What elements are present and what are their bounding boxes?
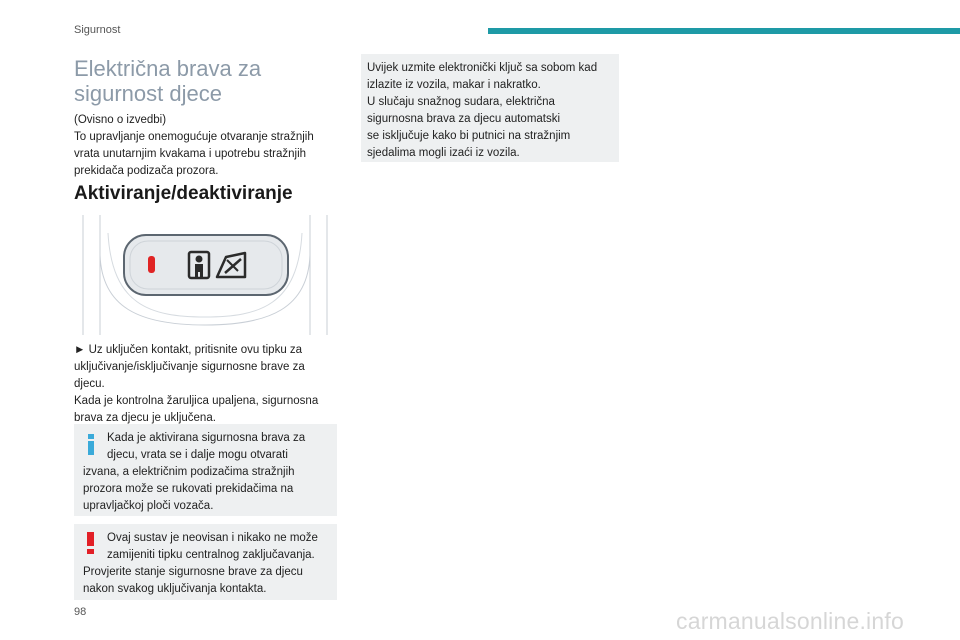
right-note-line-3: U slučaju snažnog sudara, električna (367, 96, 555, 108)
key-safety-note (361, 54, 619, 162)
intro-line-1: (Ovisno o izvedbi) (74, 114, 167, 126)
title-line-2: sigurnost djece (74, 81, 222, 106)
info-line-4: prozora može se rukovati prekidačima na (83, 483, 294, 495)
step-line-2: uključivanje/isključivanje sigurnosne brave za (74, 361, 305, 373)
page-number: 98 (74, 606, 87, 618)
info-line-1: Kada je aktivirana sigurnosna brava za (107, 432, 306, 444)
warning-icon (87, 532, 95, 554)
child-lock-switch-illustration (80, 213, 330, 335)
info-line-3: izvana, a električnim podizačima stražnjih (83, 466, 295, 478)
step-line-4: Kada je kontrolna žaruljica upaljena, sigurnosna (74, 395, 319, 407)
title-line-1: Električna brava za (74, 56, 262, 81)
header-accent-bar (488, 28, 960, 34)
indicator-lamp-icon (148, 256, 155, 273)
intro-line-3: vrata unutarnjim kvakama i upotrebu stražnjih (74, 148, 307, 160)
warning-line-3: Provjerite stanje sigurnosne brave za djecu (83, 566, 303, 578)
step-line-3: djecu. (74, 378, 105, 390)
section-subheading: Aktiviranje/deaktiviranje (74, 183, 293, 204)
warning-note (74, 524, 337, 600)
watermark: carmanualsonline.info (676, 608, 904, 634)
info-icon (88, 434, 94, 456)
right-note-line-5: se isključuje kako bi putnici na stražnjim (367, 130, 571, 142)
info-line-5: upravljačkoj ploči vozača. (83, 500, 214, 512)
right-note-line-6: sjedalima mogli izaći iz vozila. (367, 147, 520, 159)
info-line-2: djecu, vrata se i dalje mogu otvarati (107, 449, 288, 461)
info-note (74, 424, 337, 516)
warning-line-4: nakon svakog uključivanja kontakta. (83, 583, 267, 595)
intro-text (74, 112, 336, 180)
warning-line-1: Ovaj sustav je neovisan i nikako ne može (107, 532, 318, 544)
step-line-1: ► Uz uključen kontakt, pritisnite ovu tipku za (74, 344, 303, 356)
right-note-line-1: Uvijek uzmite elektronički ključ sa sobom kad (367, 62, 598, 74)
right-note-line-2: izlazite iz vozila, makar i nakratko. (367, 79, 541, 91)
page-title (74, 56, 336, 106)
step-line-5: brava za djecu je uključena. (74, 412, 216, 424)
right-note-line-4: sigurnosna brava za djecu automatski (367, 113, 561, 125)
intro-line-2: To upravljanje onemogućuje otvaranje stražnjih (74, 131, 314, 143)
instruction-text (74, 342, 336, 427)
warning-line-2: zamijeniti tipku centralnog zaključavanja. (107, 549, 315, 561)
intro-line-4: prekidača podizača prozora. (74, 165, 219, 177)
section-label: Sigurnost (74, 24, 121, 36)
